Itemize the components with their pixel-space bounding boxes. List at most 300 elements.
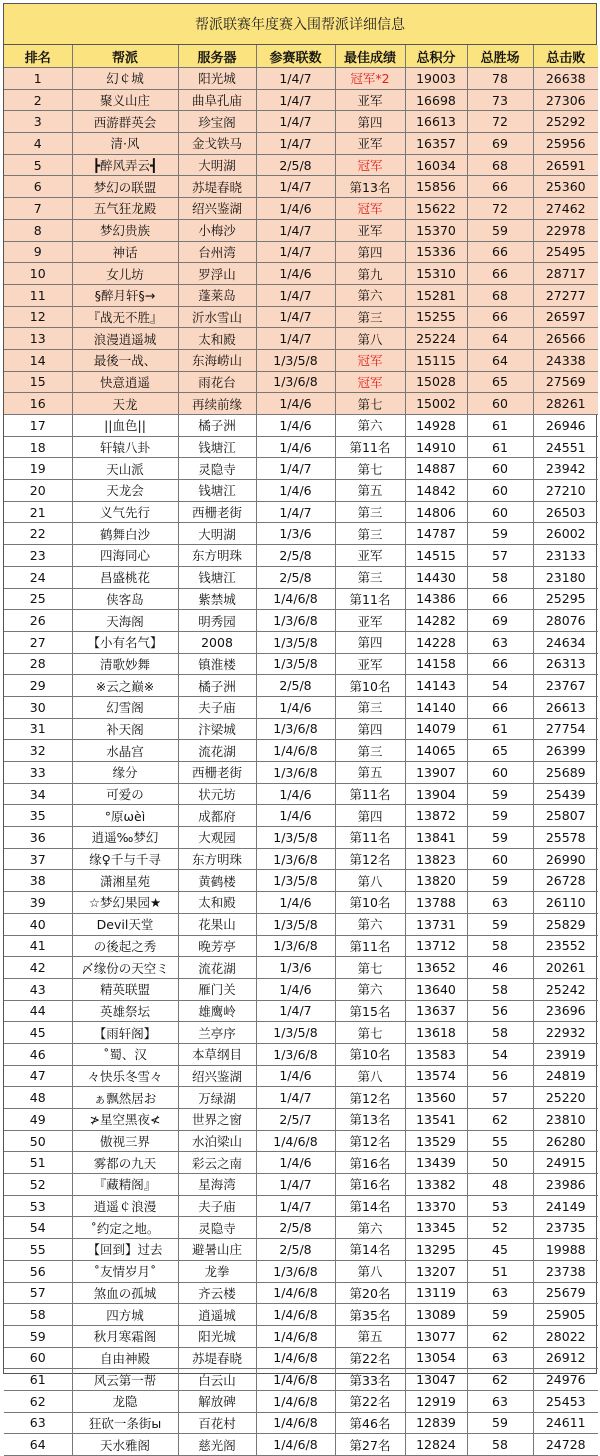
cell-best-result: 第三 <box>335 740 405 762</box>
cell-server: 成都府 <box>178 805 256 827</box>
cell-seasons: 1/3/6/8 <box>256 1260 335 1282</box>
cell-total-points: 13054 <box>405 1347 467 1369</box>
cell-server: 世界之窗 <box>178 1109 256 1131</box>
cell-total-points: 13904 <box>405 783 467 805</box>
cell-seasons: 2/5/8 <box>256 1239 335 1261</box>
cell-best-result: 第27名 <box>335 1434 405 1456</box>
cell-total-points: 13841 <box>405 827 467 849</box>
cell-best-result: 第11名 <box>335 935 405 957</box>
cell-best-result: 第三 <box>335 566 405 588</box>
cell-guild: 鹤舞白沙 <box>72 523 178 545</box>
table-row <box>4 1109 598 1131</box>
cell-server: 小梅沙 <box>178 219 256 241</box>
table-row <box>4 805 598 827</box>
cell-guild: ˚约定之地。 <box>72 1217 178 1239</box>
cell-seasons: 2/5/7 <box>256 1109 335 1131</box>
cell-total-points: 15370 <box>405 219 467 241</box>
cell-seasons: 1/4/7 <box>256 111 335 133</box>
cell-total-points: 15281 <box>405 284 467 306</box>
cell-best-result: 第三 <box>335 306 405 328</box>
cell-total-points: 16034 <box>405 154 467 176</box>
cell-total-wins: 63 <box>467 892 533 914</box>
cell-rank: 7 <box>4 198 72 220</box>
cell-total-wins: 72 <box>467 198 533 220</box>
cell-seasons: 1/4/6 <box>256 198 335 220</box>
cell-seasons: 1/4/6/8 <box>256 740 335 762</box>
cell-rank: 42 <box>4 957 72 979</box>
cell-guild: 五气狂龙殿 <box>72 198 178 220</box>
table-row <box>4 892 598 914</box>
cell-best-result: 第七 <box>335 1022 405 1044</box>
cell-seasons: 1/4/7 <box>256 501 335 523</box>
cell-server: 曲阜孔庙 <box>178 89 256 111</box>
cell-total-wins: 68 <box>467 284 533 306</box>
cell-best-result: 第四 <box>335 805 405 827</box>
cell-guild: ||血色|| <box>72 415 178 437</box>
cell-best-result: 第14名 <box>335 1239 405 1261</box>
table-row <box>4 1217 598 1239</box>
cell-seasons: 1/3/5/8 <box>256 631 335 653</box>
cell-best-result: 第46名 <box>335 1412 405 1434</box>
cell-server: 避暑山庄 <box>178 1239 256 1261</box>
cell-total-defeats: 24634 <box>533 631 598 653</box>
cell-guild: 风云第一帮 <box>72 1369 178 1391</box>
cell-seasons: 2/5/8 <box>256 675 335 697</box>
cell-total-defeats: 26503 <box>533 501 598 523</box>
table-row <box>4 935 598 957</box>
cell-total-defeats: 23919 <box>533 1043 598 1065</box>
cell-total-points: 13907 <box>405 762 467 784</box>
cell-rank: 62 <box>4 1390 72 1412</box>
cell-total-points: 13560 <box>405 1087 467 1109</box>
cell-guild: 々快乐冬雪々 <box>72 1065 178 1087</box>
ranking-table <box>4 45 598 1456</box>
cell-server: 苏堤春晓 <box>178 1347 256 1369</box>
cell-seasons: 1/4/6 <box>256 263 335 285</box>
cell-total-points: 15310 <box>405 263 467 285</box>
header-seasons: 参赛联数 <box>256 45 335 68</box>
cell-best-result: 第四 <box>335 241 405 263</box>
cell-total-wins: 58 <box>467 978 533 1000</box>
cell-rank: 31 <box>4 718 72 740</box>
cell-total-wins: 62 <box>467 1109 533 1131</box>
cell-total-wins: 66 <box>467 306 533 328</box>
cell-best-result: 第16名 <box>335 1152 405 1174</box>
cell-server: 罗浮山 <box>178 263 256 285</box>
cell-total-points: 13652 <box>405 957 467 979</box>
cell-rank: 5 <box>4 154 72 176</box>
table-row <box>4 89 598 111</box>
cell-seasons: 1/3/6/8 <box>256 848 335 870</box>
cell-total-points: 15856 <box>405 176 467 198</box>
cell-server: 钱塘江 <box>178 480 256 502</box>
cell-total-defeats: 27210 <box>533 480 598 502</box>
cell-total-points: 13207 <box>405 1260 467 1282</box>
cell-server: 百花村 <box>178 1412 256 1434</box>
cell-seasons: 1/4/7 <box>256 328 335 350</box>
cell-seasons: 1/4/7 <box>256 241 335 263</box>
cell-total-wins: 61 <box>467 415 533 437</box>
cell-rank: 4 <box>4 133 72 155</box>
cell-guild: 精英联盟 <box>72 978 178 1000</box>
cell-total-defeats: 24149 <box>533 1195 598 1217</box>
cell-best-result: 亚军 <box>335 89 405 111</box>
cell-best-result: 亚军 <box>335 133 405 155</box>
cell-seasons: 1/4/6/8 <box>256 1325 335 1347</box>
cell-guild: 水晶宫 <box>72 740 178 762</box>
cell-seasons: 1/3/6/8 <box>256 1043 335 1065</box>
cell-total-defeats: 26399 <box>533 740 598 762</box>
cell-best-result: 第11名 <box>335 588 405 610</box>
cell-rank: 58 <box>4 1304 72 1326</box>
cell-seasons: 1/4/6 <box>256 436 335 458</box>
cell-guild: ☆梦幻果园★ <box>72 892 178 914</box>
table-row <box>4 827 598 849</box>
cell-guild: 女儿坊 <box>72 263 178 285</box>
cell-best-result: 第33名 <box>335 1369 405 1391</box>
cell-best-result: 冠军 <box>335 198 405 220</box>
cell-total-points: 13529 <box>405 1130 467 1152</box>
cell-total-defeats: 24819 <box>533 1065 598 1087</box>
cell-total-wins: 60 <box>467 501 533 523</box>
cell-seasons: 1/3/5/8 <box>256 1022 335 1044</box>
table-row <box>4 740 598 762</box>
cell-total-wins: 60 <box>467 762 533 784</box>
cell-rank: 17 <box>4 415 72 437</box>
cell-total-wins: 59 <box>467 523 533 545</box>
header-total-defeats: 总击败 <box>533 45 598 68</box>
cell-total-defeats: 23738 <box>533 1260 598 1282</box>
cell-total-defeats: 25242 <box>533 978 598 1000</box>
cell-total-defeats: 25578 <box>533 827 598 849</box>
table-row <box>4 1130 598 1152</box>
cell-total-defeats: 19988 <box>533 1239 598 1261</box>
table-row <box>4 1022 598 1044</box>
cell-seasons: 1/4/7 <box>256 284 335 306</box>
cell-seasons: 1/4/6 <box>256 393 335 415</box>
cell-guild: 潇湘星苑 <box>72 870 178 892</box>
cell-rank: 55 <box>4 1239 72 1261</box>
cell-total-wins: 63 <box>467 1282 533 1304</box>
cell-guild: ┣醉风弄云┫ <box>72 154 178 176</box>
cell-total-points: 13047 <box>405 1369 467 1391</box>
table-row <box>4 653 598 675</box>
cell-total-wins: 59 <box>467 219 533 241</box>
cell-total-points: 25224 <box>405 328 467 350</box>
cell-total-wins: 58 <box>467 566 533 588</box>
cell-total-points: 15002 <box>405 393 467 415</box>
cell-seasons: 1/4/6 <box>256 696 335 718</box>
cell-server: 灵隐寺 <box>178 1217 256 1239</box>
cell-total-points: 13820 <box>405 870 467 892</box>
cell-seasons: 1/3/5/8 <box>256 827 335 849</box>
cell-total-points: 13872 <box>405 805 467 827</box>
cell-server: 流花湖 <box>178 957 256 979</box>
cell-guild: ぁ飘然居お <box>72 1087 178 1109</box>
cell-total-defeats: 24915 <box>533 1152 598 1174</box>
cell-seasons: 1/4/6/8 <box>256 1412 335 1434</box>
cell-seasons: 1/4/6 <box>256 978 335 1000</box>
table-row <box>4 349 598 371</box>
cell-total-points: 13382 <box>405 1174 467 1196</box>
cell-server: 夫子庙 <box>178 696 256 718</box>
cell-total-defeats: 28022 <box>533 1325 598 1347</box>
cell-total-defeats: 26280 <box>533 1130 598 1152</box>
cell-seasons: 1/3/6/8 <box>256 371 335 393</box>
cell-rank: 29 <box>4 675 72 697</box>
cell-seasons: 1/4/7 <box>256 68 335 90</box>
cell-rank: 15 <box>4 371 72 393</box>
cell-server: 明秀园 <box>178 610 256 632</box>
cell-total-wins: 57 <box>467 545 533 567</box>
cell-total-wins: 73 <box>467 89 533 111</box>
cell-server: 逍遥城 <box>178 1304 256 1326</box>
cell-total-wins: 60 <box>467 458 533 480</box>
table-row <box>4 696 598 718</box>
cell-total-wins: 50 <box>467 1152 533 1174</box>
cell-best-result: 第20名 <box>335 1282 405 1304</box>
cell-guild: 天海阁 <box>72 610 178 632</box>
cell-total-defeats: 23767 <box>533 675 598 697</box>
table-row <box>4 1087 598 1109</box>
cell-rank: 12 <box>4 306 72 328</box>
cell-total-defeats: 23810 <box>533 1109 598 1131</box>
cell-rank: 2 <box>4 89 72 111</box>
cell-rank: 64 <box>4 1434 72 1456</box>
cell-seasons: 1/4/7 <box>256 1195 335 1217</box>
cell-guild: 西游群英会 <box>72 111 178 133</box>
cell-guild: 快意逍遥 <box>72 371 178 393</box>
cell-total-defeats: 22932 <box>533 1022 598 1044</box>
cell-server: 星海湾 <box>178 1174 256 1196</box>
cell-rank: 14 <box>4 349 72 371</box>
cell-total-wins: 64 <box>467 328 533 350</box>
cell-total-points: 14079 <box>405 718 467 740</box>
cell-total-wins: 57 <box>467 1087 533 1109</box>
cell-rank: 9 <box>4 241 72 263</box>
table-row <box>4 198 598 220</box>
cell-total-wins: 54 <box>467 675 533 697</box>
cell-seasons: 1/4/6/8 <box>256 1130 335 1152</box>
cell-server: 珍宝阁 <box>178 111 256 133</box>
table-row <box>4 328 598 350</box>
table-row <box>4 610 598 632</box>
cell-best-result: 第八 <box>335 1065 405 1087</box>
cell-server: 东方明珠 <box>178 848 256 870</box>
cell-total-wins: 59 <box>467 827 533 849</box>
cell-best-result: 第三 <box>335 696 405 718</box>
header-guild: 帮派 <box>72 45 178 68</box>
cell-seasons: 1/4/6 <box>256 1152 335 1174</box>
cell-guild: 幻￠城 <box>72 68 178 90</box>
cell-total-points: 12839 <box>405 1412 467 1434</box>
cell-rank: 60 <box>4 1347 72 1369</box>
cell-best-result: 第四 <box>335 718 405 740</box>
cell-total-points: 14842 <box>405 480 467 502</box>
cell-total-points: 14386 <box>405 588 467 610</box>
cell-total-defeats: 24551 <box>533 436 598 458</box>
cell-rank: 11 <box>4 284 72 306</box>
cell-total-defeats: 25292 <box>533 111 598 133</box>
cell-best-result: 第八 <box>335 870 405 892</box>
cell-seasons: 1/3/6/8 <box>256 762 335 784</box>
cell-best-result: 第七 <box>335 393 405 415</box>
cell-guild: 龙隐 <box>72 1390 178 1412</box>
cell-total-wins: 68 <box>467 154 533 176</box>
cell-total-wins: 59 <box>467 805 533 827</box>
cell-seasons: 1/4/6/8 <box>256 1282 335 1304</box>
cell-total-points: 14143 <box>405 675 467 697</box>
cell-best-result: 亚军 <box>335 219 405 241</box>
cell-total-wins: 65 <box>467 740 533 762</box>
cell-total-defeats: 26912 <box>533 1347 598 1369</box>
cell-total-points: 15622 <box>405 198 467 220</box>
cell-guild: ※云之巅※ <box>72 675 178 697</box>
header-row <box>4 45 598 68</box>
cell-total-wins: 69 <box>467 133 533 155</box>
table-row <box>4 1195 598 1217</box>
cell-rank: 26 <box>4 610 72 632</box>
cell-total-points: 13370 <box>405 1195 467 1217</box>
table-row <box>4 913 598 935</box>
cell-server: 沂水雪山 <box>178 306 256 328</box>
cell-total-defeats: 28717 <box>533 263 598 285</box>
cell-best-result: 第八 <box>335 1260 405 1282</box>
cell-total-wins: 60 <box>467 480 533 502</box>
cell-total-defeats: 26728 <box>533 870 598 892</box>
cell-best-result: 第10名 <box>335 1043 405 1065</box>
cell-best-result: 冠军*2 <box>335 68 405 90</box>
cell-total-points: 14887 <box>405 458 467 480</box>
cell-guild: 〆缘份の天空ミ <box>72 957 178 979</box>
table-row <box>4 588 598 610</box>
header-total-wins: 总胜场 <box>467 45 533 68</box>
cell-server: 金戈铁马 <box>178 133 256 155</box>
table-row <box>4 870 598 892</box>
cell-total-points: 13640 <box>405 978 467 1000</box>
cell-rank: 41 <box>4 935 72 957</box>
cell-rank: 19 <box>4 458 72 480</box>
cell-guild: 『战无不胜』 <box>72 306 178 328</box>
table-row <box>4 480 598 502</box>
cell-server: 流花湖 <box>178 740 256 762</box>
cell-rank: 49 <box>4 1109 72 1131</box>
table-row <box>4 241 598 263</box>
cell-best-result: 冠军 <box>335 349 405 371</box>
cell-guild: 缘♀千与千寻 <box>72 848 178 870</box>
cell-server: 彩云之南 <box>178 1152 256 1174</box>
cell-rank: 47 <box>4 1065 72 1087</box>
cell-total-wins: 59 <box>467 870 533 892</box>
table-row <box>4 68 598 90</box>
table-row <box>4 501 598 523</box>
cell-total-wins: 58 <box>467 1022 533 1044</box>
cell-best-result: 第三 <box>335 501 405 523</box>
cell-server: 大明湖 <box>178 523 256 545</box>
cell-server: 东海崂山 <box>178 349 256 371</box>
cell-guild: 四方城 <box>72 1304 178 1326</box>
cell-total-defeats: 27754 <box>533 718 598 740</box>
cell-rank: 24 <box>4 566 72 588</box>
cell-server: 再续前缘 <box>178 393 256 415</box>
cell-seasons: 2/5/8 <box>256 566 335 588</box>
cell-seasons: 2/5/8 <box>256 545 335 567</box>
cell-rank: 56 <box>4 1260 72 1282</box>
cell-seasons: 1/4/6 <box>256 1065 335 1087</box>
cell-best-result: 第12名 <box>335 1087 405 1109</box>
cell-total-wins: 72 <box>467 111 533 133</box>
cell-total-defeats: 25453 <box>533 1390 598 1412</box>
cell-total-defeats: 26597 <box>533 306 598 328</box>
cell-rank: 46 <box>4 1043 72 1065</box>
cell-total-wins: 65 <box>467 371 533 393</box>
cell-total-wins: 66 <box>467 653 533 675</box>
cell-guild: 自由神殿 <box>72 1347 178 1369</box>
cell-total-defeats: 25360 <box>533 176 598 198</box>
cell-rank: 40 <box>4 913 72 935</box>
cell-total-points: 12824 <box>405 1434 467 1456</box>
cell-total-points: 13618 <box>405 1022 467 1044</box>
cell-best-result: 第七 <box>335 458 405 480</box>
cell-total-wins: 46 <box>467 957 533 979</box>
cell-guild: 幻雪阁 <box>72 696 178 718</box>
cell-total-wins: 58 <box>467 935 533 957</box>
cell-seasons: 1/4/7 <box>256 1174 335 1196</box>
cell-total-wins: 59 <box>467 783 533 805</box>
table-row <box>4 1304 598 1326</box>
cell-best-result: 第八 <box>335 328 405 350</box>
table-row <box>4 566 598 588</box>
cell-best-result: 第11名 <box>335 436 405 458</box>
cell-best-result: 第五 <box>335 762 405 784</box>
cell-total-wins: 52 <box>467 1217 533 1239</box>
cell-total-points: 13345 <box>405 1217 467 1239</box>
cell-best-result: 第15名 <box>335 1000 405 1022</box>
cell-rank: 23 <box>4 545 72 567</box>
cell-rank: 38 <box>4 870 72 892</box>
cell-total-wins: 62 <box>467 1369 533 1391</box>
cell-best-result: 第22名 <box>335 1390 405 1412</box>
cell-total-defeats: 23942 <box>533 458 598 480</box>
cell-seasons: 1/4/6/8 <box>256 1304 335 1326</box>
cell-seasons: 1/4/7 <box>256 1000 335 1022</box>
table-row <box>4 1043 598 1065</box>
cell-total-defeats: 26110 <box>533 892 598 914</box>
cell-guild: ≯星空黑夜≮ <box>72 1109 178 1131</box>
cell-rank: 53 <box>4 1195 72 1217</box>
header-best-result: 最佳成绩 <box>335 45 405 68</box>
cell-total-wins: 54 <box>467 1043 533 1065</box>
cell-total-defeats: 28261 <box>533 393 598 415</box>
cell-total-wins: 66 <box>467 241 533 263</box>
cell-total-points: 14228 <box>405 631 467 653</box>
cell-guild: 昌盛桃花 <box>72 566 178 588</box>
cell-total-points: 14158 <box>405 653 467 675</box>
table-row <box>4 1390 598 1412</box>
cell-guild: の後起之秀 <box>72 935 178 957</box>
cell-server: 2008 <box>178 631 256 653</box>
cell-total-wins: 58 <box>467 1434 533 1456</box>
cell-server: 晚芳亭 <box>178 935 256 957</box>
cell-total-defeats: 27277 <box>533 284 598 306</box>
cell-total-points: 15255 <box>405 306 467 328</box>
cell-total-points: 13439 <box>405 1152 467 1174</box>
cell-guild: 狂砍一条街ы <box>72 1412 178 1434</box>
table-row <box>4 436 598 458</box>
cell-rank: 16 <box>4 393 72 415</box>
cell-guild: 天水雅阁 <box>72 1434 178 1456</box>
cell-total-points: 14806 <box>405 501 467 523</box>
